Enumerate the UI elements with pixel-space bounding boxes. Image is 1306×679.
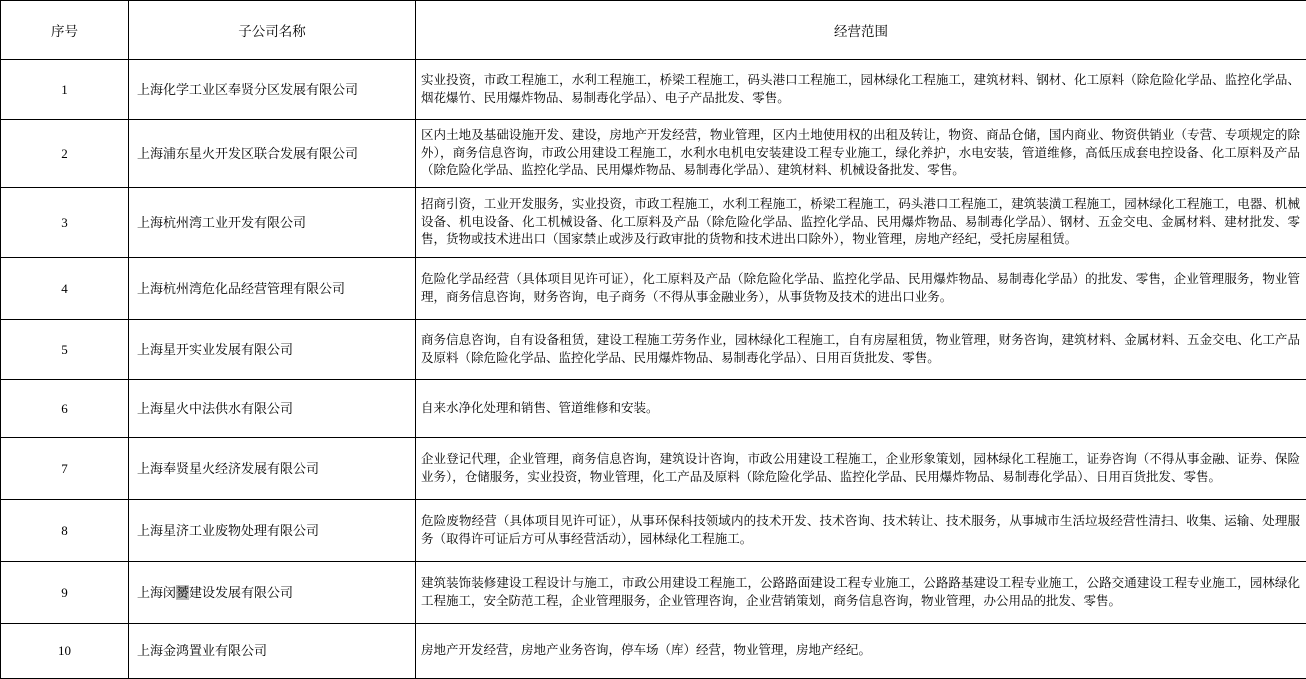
table-row <box>1 60 1306 120</box>
table-body <box>1 60 1306 679</box>
business-scope-cell: 危险化学品经营（具体项目见许可证），化工原料及产品（除危险化学品、监控化学品、民用爆炸物品、易制毒化学品）的批发、零售，企业管理服务，物业管理，商务信息咨询，财务咨询，电子商务（不得从事金融业务），从事货物及技术的进出口业务。 <box>416 258 1306 320</box>
table-row <box>1 562 1306 624</box>
table-row <box>1 438 1306 500</box>
business-scope-cell: 实业投资，市政工程施工，水利工程施工，桥梁工程施工，码头港口工程施工，园林绿化工程施工，建筑材料、钢材、化工原料（除危险化学品、监控化学品、烟花爆竹、民用爆炸物品、易制毒化学品）、电子产品批发、零售。 <box>416 60 1306 120</box>
row-index-cell: 10 <box>1 624 129 679</box>
header-row <box>1 1 1306 60</box>
table-row <box>1 320 1306 380</box>
row-index-cell: 7 <box>1 438 129 500</box>
business-scope-cell: 招商引资，工业开发服务，实业投资，市政工程施工，水利工程施工，桥梁工程施工，码头港口工程施工，建筑装潢工程施工，园林绿化工程施工，电器、机械设备、机电设备、化工机械设备、化工原料及产品（除危险化学品、监控化学品、民用爆炸物品、易制毒化学品）、钢材、五金交电、金属材料、建材批发、零售，货物或技术进出口（国家禁止或涉及行政审批的货物和技术进出口除外），物业管理，房地产经纪，受托房屋租赁。 <box>416 188 1306 258</box>
table-row <box>1 624 1306 679</box>
row-index-cell: 2 <box>1 120 129 188</box>
row-index-cell: 9 <box>1 562 129 624</box>
company-name-cell: 上海浦东星火开发区联合发展有限公司 <box>129 120 416 188</box>
row-index-cell: 6 <box>1 380 129 438</box>
company-name-cell: 上海星济工业废物处理有限公司 <box>129 500 416 562</box>
column-header-scope: 经营范围 <box>416 1 1306 60</box>
row-index-cell: 3 <box>1 188 129 258</box>
highlighted-character: 赟 <box>176 584 190 600</box>
column-header-index: 序号 <box>1 1 129 60</box>
company-name-cell: 上海奉贤星火经济发展有限公司 <box>129 438 416 500</box>
business-scope-cell: 房地产开发经营，房地产业务咨询，停车场（库）经营，物业管理，房地产经纪。 <box>416 624 1306 679</box>
company-name-cell: 上海杭州湾工业开发有限公司 <box>129 188 416 258</box>
company-name-cell: 上海闵赟建设发展有限公司 <box>129 562 416 624</box>
table-row <box>1 380 1306 438</box>
row-index-cell: 8 <box>1 500 129 562</box>
company-name-cell: 上海星开实业发展有限公司 <box>129 320 416 380</box>
row-index-cell: 5 <box>1 320 129 380</box>
business-scope-cell: 企业登记代理，企业管理，商务信息咨询，建筑设计咨询，市政公用建设工程施工，企业形象策划，园林绿化工程施工，证券咨询（不得从事金融、证券、保险业务），仓储服务，实业投资，物业管理，化工产品及原料（除危险化学品、监控化学品、民用爆炸物品、易制毒化学品）、日用百货批发、零售。 <box>416 438 1306 500</box>
company-name-cell: 上海化学工业区奉贤分区发展有限公司 <box>129 60 416 120</box>
business-scope-cell: 自来水净化处理和销售、管道维修和安装。 <box>416 380 1306 438</box>
business-scope-cell: 建筑装饰装修建设工程设计与施工，市政公用建设工程施工，公路路面建设工程专业施工，公路路基建设工程专业施工，公路交通建设工程专业施工，园林绿化工程施工，安全防范工程，企业管理服务，企业管理咨询，企业营销策划，商务信息咨询，物业管理，办公用品的批发、零售。 <box>416 562 1306 624</box>
company-name-cell: 上海金鸿置业有限公司 <box>129 624 416 679</box>
table-row <box>1 188 1306 258</box>
company-name-cell: 上海杭州湾危化品经营管理有限公司 <box>129 258 416 320</box>
column-header-name: 子公司名称 <box>129 1 416 60</box>
business-scope-cell: 区内土地及基础设施开发、建设，房地产开发经营，物业管理，区内土地使用权的出租及转让，物资、商品仓储，国内商业、物资供销业（专营、专项规定的除外），商务信息咨询，市政公用建设工程施工，水利水电机电安装建设工程专业施工，绿化养护，水电安装，管道维修，高低压成套电控设备、化工原料及产品（除危险化学品、监控化学品、民用爆炸物品、易制毒化学品）、建筑材料、机械设备批发、零售。 <box>416 120 1306 188</box>
row-index-cell: 1 <box>1 60 129 120</box>
table-row <box>1 258 1306 320</box>
table-row <box>1 120 1306 188</box>
business-scope-cell: 危险废物经营（具体项目见许可证），从事环保科技领域内的技术开发、技术咨询、技术转让、技术服务，从事城市生活垃圾经营性清扫、收集、运输、处理服务（取得许可证后方可从事经营活动），园林绿化工程施工。 <box>416 500 1306 562</box>
row-index-cell: 4 <box>1 258 129 320</box>
business-scope-cell: 商务信息咨询，自有设备租赁，建设工程施工劳务作业，园林绿化工程施工，自有房屋租赁，物业管理，财务咨询，建筑材料、金属材料、五金交电、化工产品及原料（除危险化学品、监控化学品、民用爆炸物品、易制毒化学品）、日用百货批发、零售。 <box>416 320 1306 380</box>
table-header <box>1 1 1306 60</box>
table-row <box>1 500 1306 562</box>
company-name-cell: 上海星火中法供水有限公司 <box>129 380 416 438</box>
